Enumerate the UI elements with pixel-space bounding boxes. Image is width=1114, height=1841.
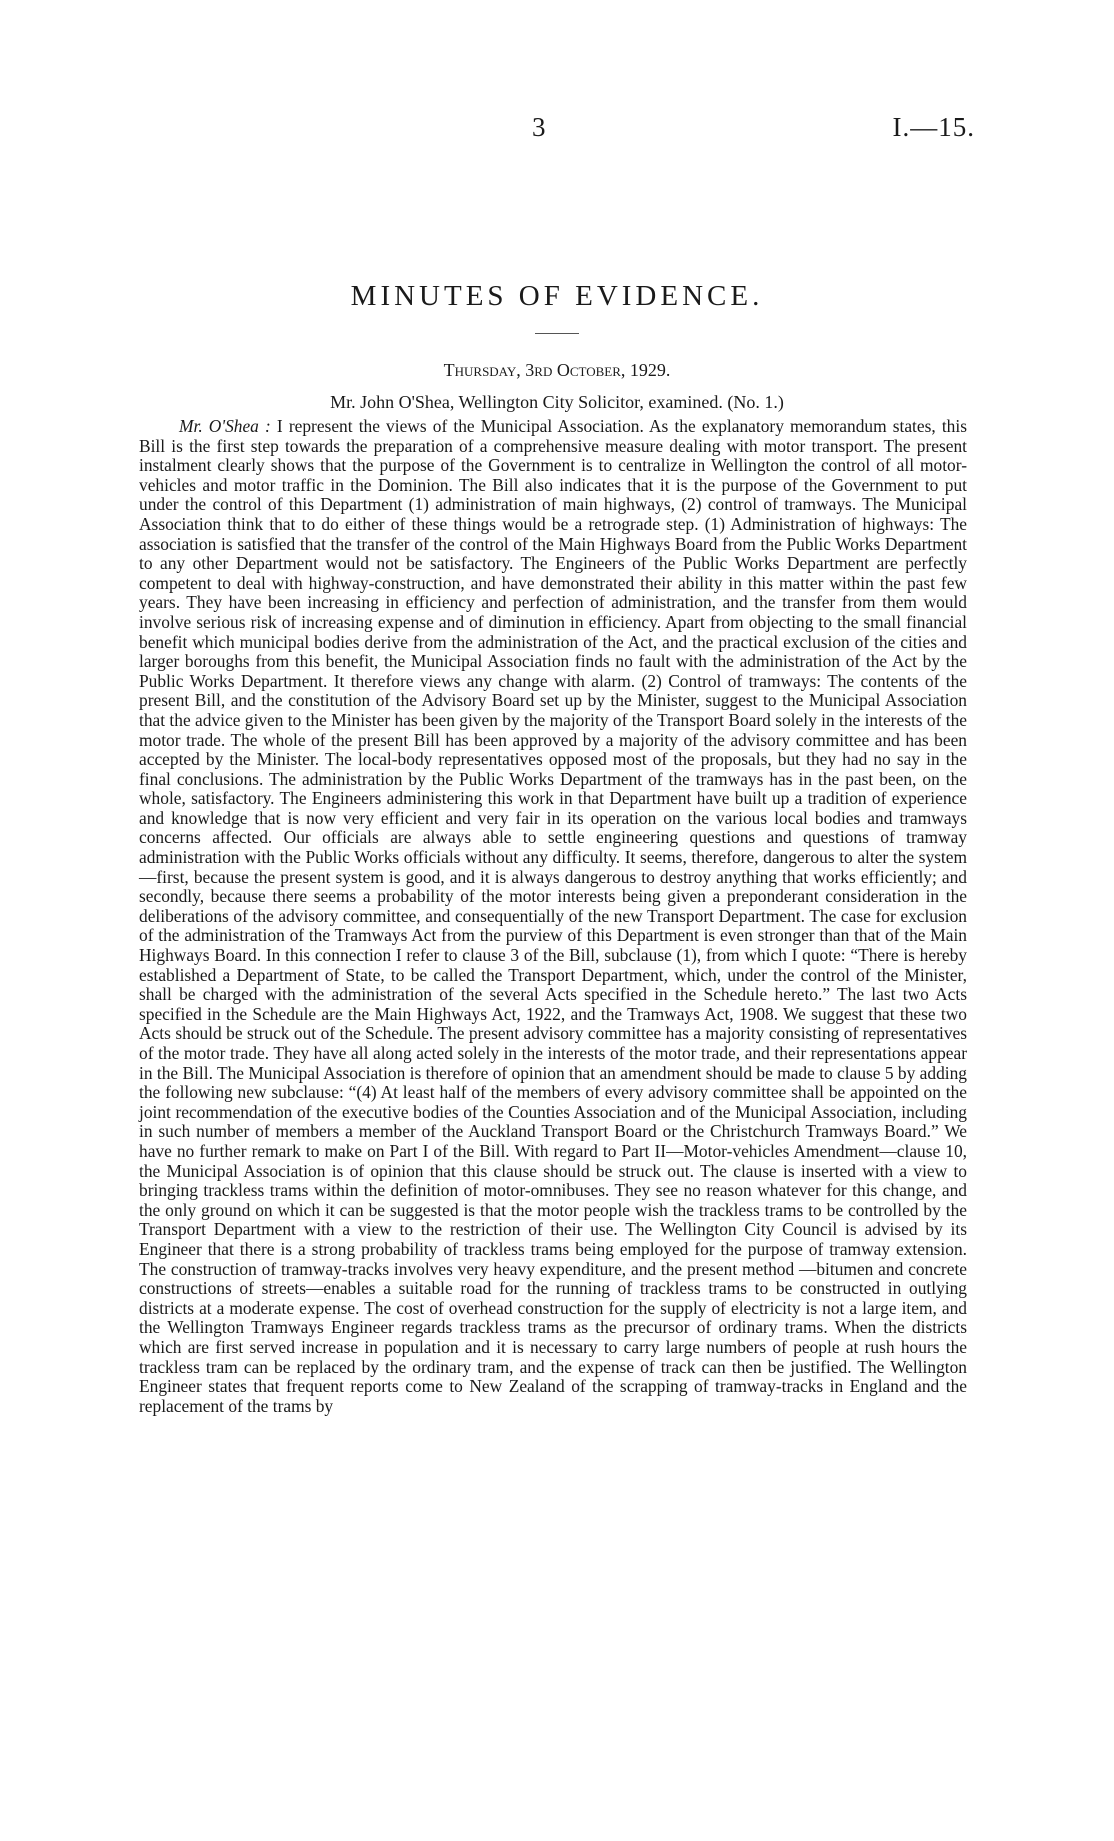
- speaker-name: Mr. O'Shea :: [179, 416, 271, 436]
- document-reference: I.—15.: [892, 112, 975, 142]
- evidence-paragraph: [139, 417, 967, 1416]
- page-number: 3: [532, 112, 546, 142]
- date-line: Thursday, 3rd October, 1929.: [443, 360, 671, 380]
- page-header: [0, 112, 1114, 152]
- title-divider: [535, 333, 579, 334]
- page-title: MINUTES OF EVIDENCE.: [350, 280, 764, 312]
- evidence-text: I represent the views of the Municipal Association. As the explanatory memorandum states, this Bill is the first step towards the preparation of a comprehensive measure dealing with motor transport. The present instalment clearly shows that the purpose of the Government is to centralize in Wellington the control of all motor-vehicles and motor traffic in the Dominion. The Bill also indicates that it is the purpose of the Government to put under the control of this Department (1) administration of main highways, (2) control of tramways. The Municipal Association think that to do either of these things would be a retrograde step. (1) Administration of highways: The association is satisfied that the transfer of the control of the Main Highways Board from the Public Works Department to any other Department would not be satisfactory. The Engineers of the Public Works Department are perfectly competent to deal with highway-construction, and have demonstrated their ability in this matter within the past few years. They have been increasing in efficiency and perfection of administration, and the transfer from them would involve serious risk of increasing expense and of diminution in efficiency. Apart from objecting to the small financial benefit which municipal bodies derive from the administration of the Act, and the practical exclusion of the cities and larger boroughs from this benefit, the Municipal Association finds no fault with the administration of the Act by the Public Works Department. It therefore views any change with alarm. (2) Control of tramways: The contents of the present Bill, and the constitution of the Advisory Board set up by the Minister, suggest to the Municipal Association that the advice given to the Minister has been given by the majority of the Transport Board solely in the interests of the motor trade. The whole of the present Bill has been approved by a majority of the advisory committee and has been accepted by the Minister. The local-body representatives opposed most of the proposals, but they had no say in the final conclusions. The administration by the Public Works Department of the tramways has in the past been, on the whole, satisfactory. The Engineers administering this work in that Department have built up a tradition of experience and knowledge that is now very efficient and very fair in its operation on the various local bodies and tramways concerns affected. Our officials are always able to settle engineering questions and questions of tramway administration with the Public Works officials without any difficulty. It seems, therefore, dangerous to alter the system—first, because the present system is good, and it is always dangerous to destroy anything that works efficiently; and secondly, because there seems a probability of the motor interests being given a preponderant consideration in the deliberations of the advisory committee, and consequentially of the new Transport Department. The case for exclusion of the administration of the Tramways Act from the purview of this Department is even stronger than that of the Main Highways Board. In this connection I refer to clause 3 of the Bill, subclause (1), from which I quote: “There is hereby established a Department of State, to be called the Transport Department, which, under the control of the Minister, shall be charged with the administration of the several Acts specified in the Schedule hereto.” The last two Acts specified in the Schedule are the Main Highways Act, 1922, and the Tramways Act, 1908. We suggest that these two Acts should be struck out of the Schedule. The present advisory committee has a majority consisting of representatives of the motor trade. They have all along acted solely in the interests of the motor trade, and their representations appear in the Bill. The Municipal Association is therefore of opinion that an amendment should be made to clause 5 by adding the following new subclause: “(4) At least half of the members of every advisory committee shall be appointed on the joint recommendation of the executive bodies of the Counties Association and of the Municipal Association, including in such number of members a member of the Auckland Transport Board or the Christchurch Tramways Board.” We have no further remark to make on Part I of the Bill. With regard to Part II—Motor-vehicles Amendment—clause 10, the Municipal Association is of opinion that this clause should be struck out. The clause is inserted with a view to bringing trackless trams within the definition of motor-omnibuses. They see no reason whatever for this change, and the only ground on which it can be suggested is that the motor people wish the trackless trams to be controlled by the Transport Department with a view to the restriction of their use. The Wellington City Council is advised by its Engineer that there is a strong probability of trackless trams being employed for the purpose of tramway extension. The construction of tramway-tracks involves very heavy expenditure, and the present method —bitumen and concrete constructions of streets—enables a suitable road for the running of trackless trams to be constructed in outlying districts at a moderate expense. The cost of overhead construction for the supply of electricity is not a large item, and the Wellington Tramways Engineer regards trackless trams as the precursor of ordinary trams. When the districts which are first served increase in population and it is necessary to carry large numbers of people at rush hours the trackless tram can be replaced by the ordinary tram, and the expense of track can then be justified. The Wellington Engineer states that frequent reports come to New Zealand of the scrapping of tramway-tracks in England and the replacement of the trams by: [139, 416, 967, 1416]
- witness-line: Mr. John O'Shea, Wellington City Solicitor, examined. (No. 1.): [330, 392, 784, 412]
